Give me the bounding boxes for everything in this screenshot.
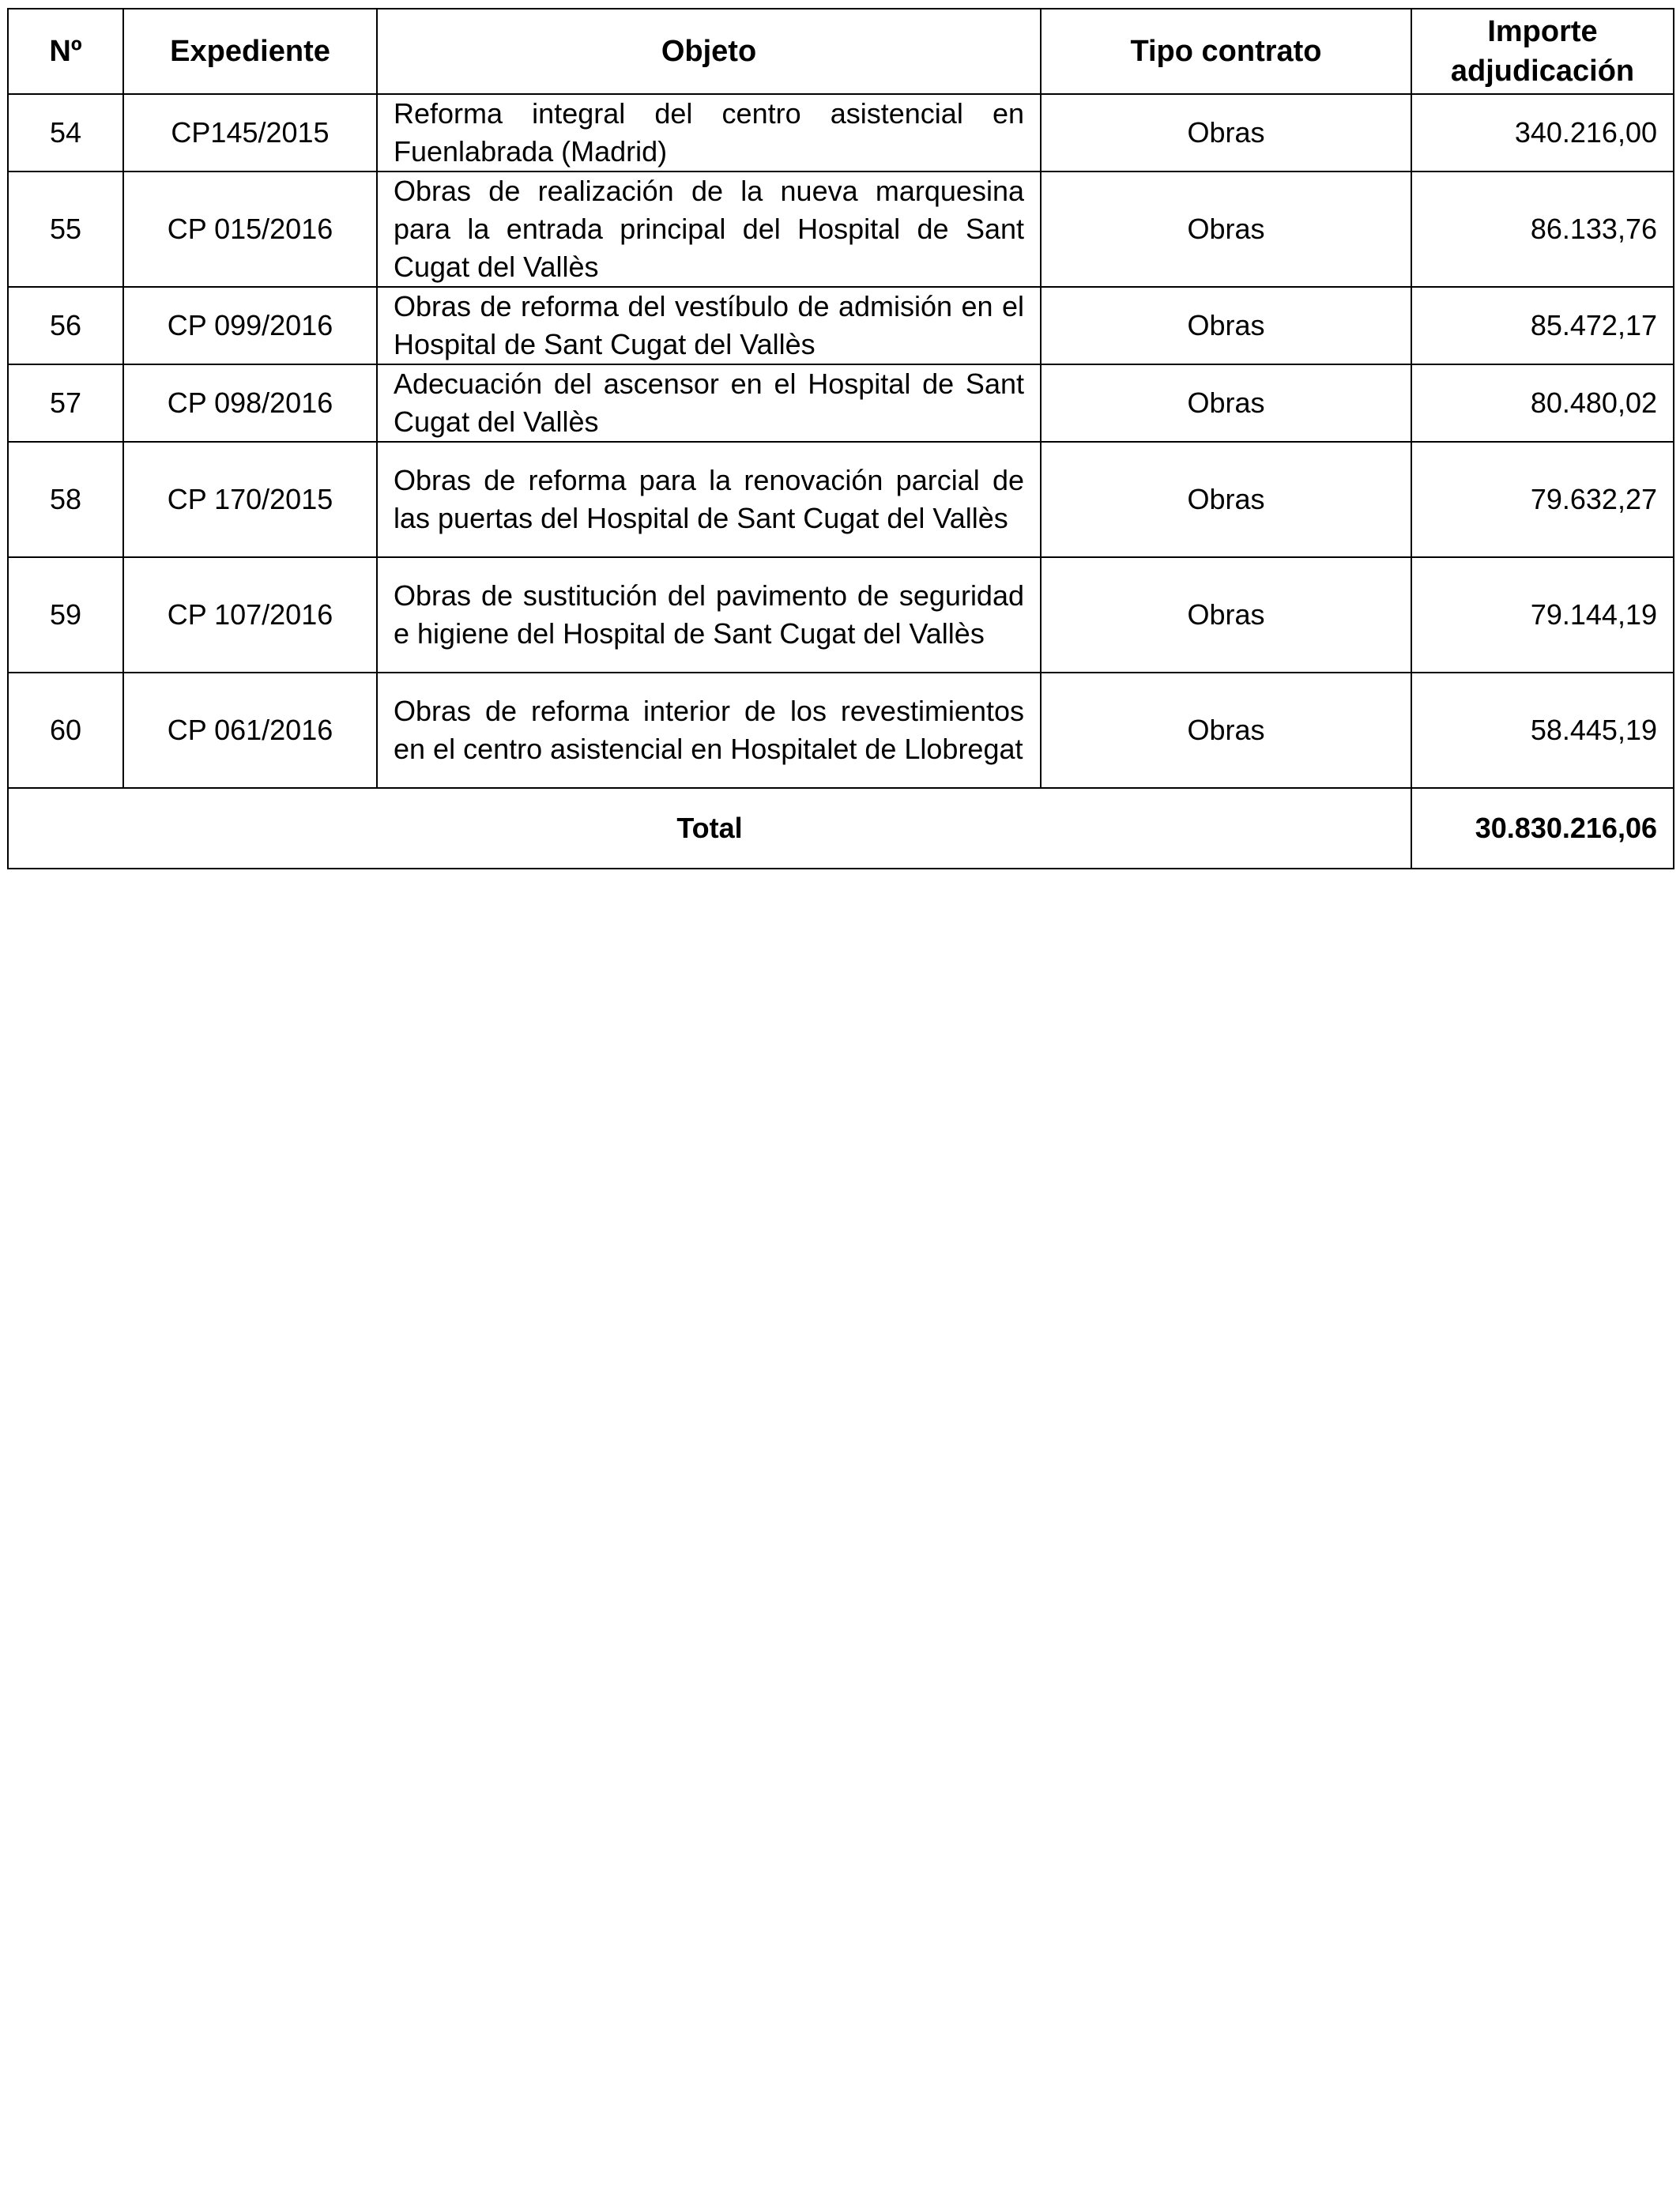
cell-num: 55 [8,172,123,287]
cell-tipo: Obras [1041,364,1411,442]
cell-objeto: Obras de sustitución del pavimento de seguridad e higiene del Hospital de Sant Cugat del Vallès [377,557,1041,673]
cell-tipo: Obras [1041,287,1411,364]
cell-expediente: CP 015/2016 [123,172,377,287]
total-row [8,788,1674,869]
cell-num: 57 [8,364,123,442]
cell-objeto: Obras de realización de la nueva marquesina para la entrada principal del Hospital de Sant Cugat del Vallès [377,172,1041,287]
cell-expediente: CP 099/2016 [123,287,377,364]
cell-expediente: CP 061/2016 [123,673,377,788]
cell-importe: 58.445,19 [1411,673,1674,788]
cell-tipo: Obras [1041,172,1411,287]
cell-importe: 80.480,02 [1411,364,1674,442]
table-row [8,287,1674,364]
table-row [8,172,1674,287]
contracts-table [7,8,1674,869]
cell-tipo: Obras [1041,442,1411,557]
table-row [8,557,1674,673]
cell-num: 59 [8,557,123,673]
table-row [8,94,1674,172]
header-importe: Importe adjudicación [1411,9,1674,94]
total-value: 30.830.216,06 [1411,788,1674,869]
cell-num: 60 [8,673,123,788]
header-objeto: Objeto [377,9,1041,94]
cell-objeto: Reforma integral del centro asistencial en Fuenlabrada (Madrid) [377,94,1041,172]
cell-objeto: Obras de reforma del vestíbulo de admisión en el Hospital de Sant Cugat del Vallès [377,287,1041,364]
cell-tipo: Obras [1041,94,1411,172]
cell-num: 58 [8,442,123,557]
cell-importe: 79.632,27 [1411,442,1674,557]
cell-importe: 86.133,76 [1411,172,1674,287]
cell-tipo: Obras [1041,557,1411,673]
table-row [8,364,1674,442]
table-row [8,673,1674,788]
cell-tipo: Obras [1041,673,1411,788]
cell-expediente: CP 107/2016 [123,557,377,673]
table-row [8,442,1674,557]
cell-objeto: Obras de reforma interior de los revestimientos en el centro asistencial en Hospitalet de Llobregat [377,673,1041,788]
header-num: Nº [8,9,123,94]
cell-num: 54 [8,94,123,172]
cell-num: 56 [8,287,123,364]
cell-expediente: CP 098/2016 [123,364,377,442]
cell-objeto: Adecuación del ascensor en el Hospital de Sant Cugat del Vallès [377,364,1041,442]
header-expediente: Expediente [123,9,377,94]
header-tipo: Tipo contrato [1041,9,1411,94]
total-label: Total [8,788,1411,869]
cell-importe: 79.144,19 [1411,557,1674,673]
table-header-row [8,9,1674,94]
cell-expediente: CP145/2015 [123,94,377,172]
cell-importe: 340.216,00 [1411,94,1674,172]
cell-objeto: Obras de reforma para la renovación parcial de las puertas del Hospital de Sant Cugat del Vallès [377,442,1041,557]
cell-expediente: CP 170/2015 [123,442,377,557]
cell-importe: 85.472,17 [1411,287,1674,364]
